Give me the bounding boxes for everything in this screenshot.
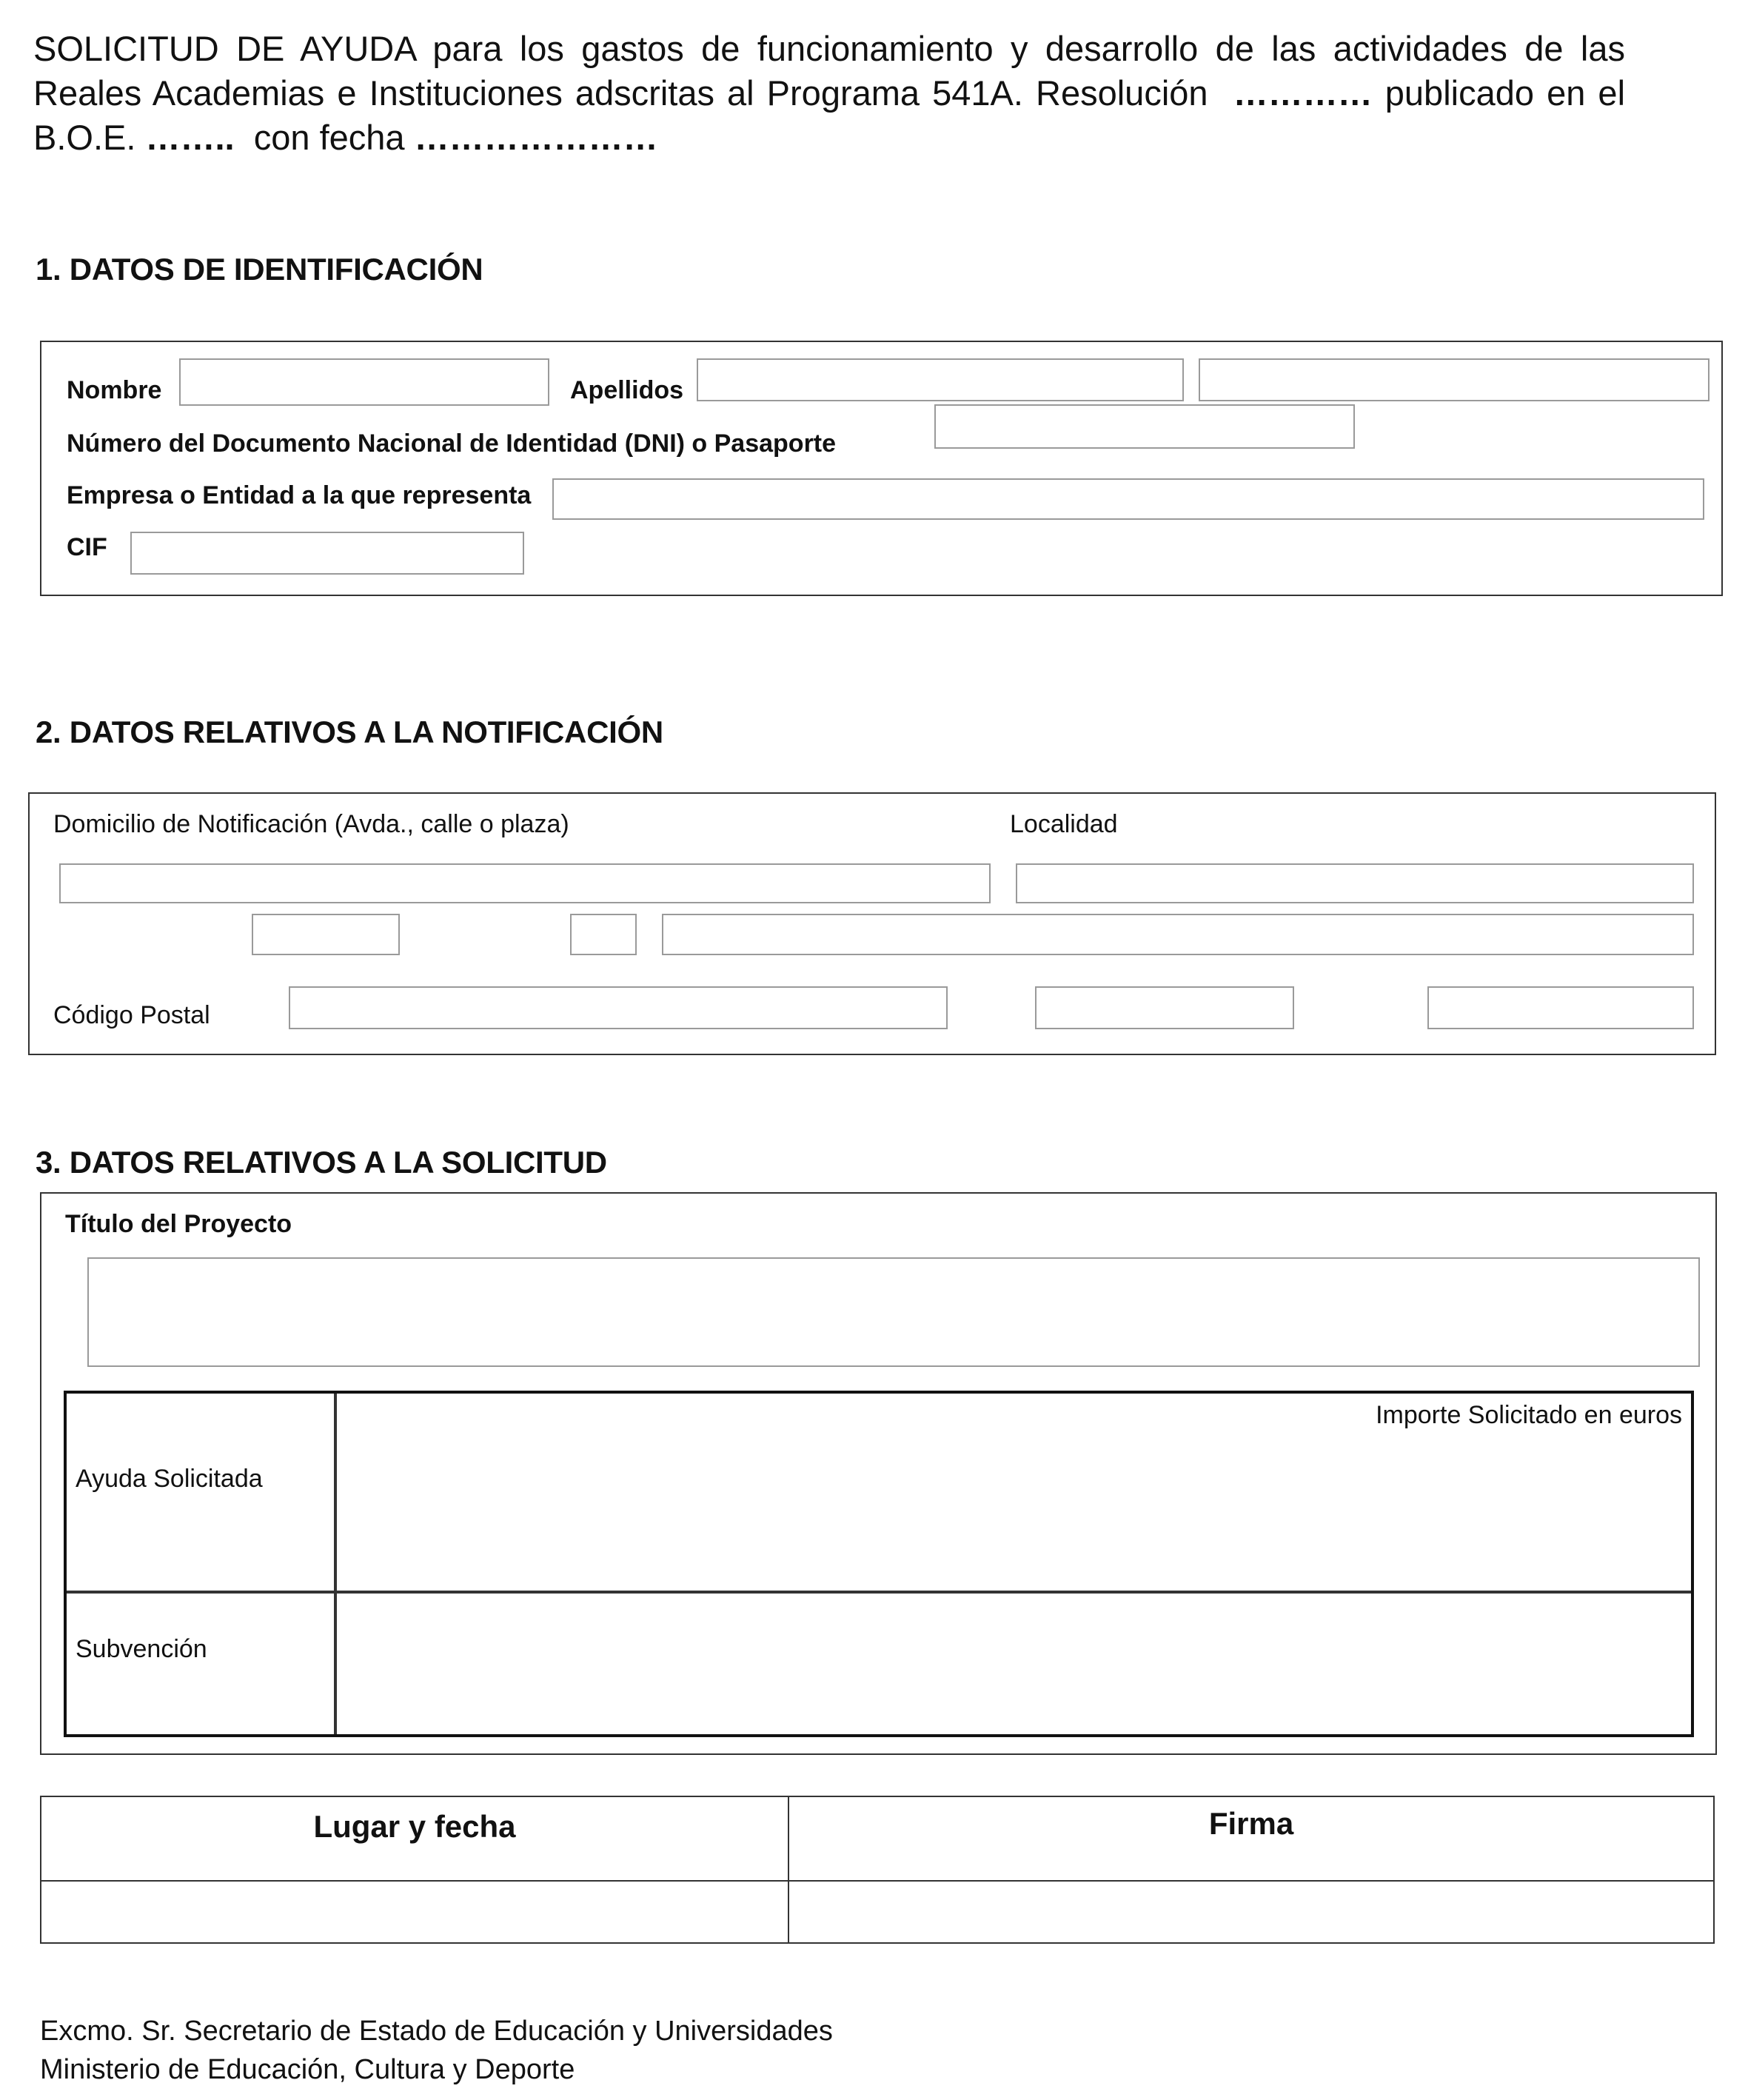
empresa-label: Empresa o Entidad a la que representa — [67, 481, 532, 509]
cif-label: CIF — [67, 533, 107, 561]
intro-text-2: publicado en el B.O.E. — [33, 73, 1626, 157]
apellido1-input[interactable] — [697, 358, 1184, 401]
dni-input[interactable] — [934, 404, 1355, 449]
titulo-label: Título del Proyecto — [65, 1210, 292, 1238]
amount-table — [64, 1391, 1694, 1737]
table-divider-vertical — [334, 1394, 337, 1734]
intro-paragraph — [33, 27, 1625, 160]
fax-input[interactable] — [1427, 986, 1694, 1029]
codigo-postal-label: Código Postal — [53, 1001, 210, 1029]
empresa-input[interactable] — [552, 478, 1704, 520]
firma-header: Firma — [1208, 1806, 1294, 1841]
section2-title: 2. DATOS RELATIVOS A LA NOTIFICACIÓN — [36, 715, 663, 749]
localidad-input[interactable] — [1016, 863, 1694, 903]
intro-dots-1: ………… — [1233, 73, 1373, 113]
section1-title: 1. DATOS DE IDENTIFICACIÓN — [36, 252, 483, 287]
apellido2-input[interactable] — [1199, 358, 1710, 401]
titulo-input[interactable] — [87, 1257, 1700, 1367]
localidad-label: Localidad — [1010, 810, 1118, 838]
intro-text-3: con fecha — [253, 118, 405, 157]
footer-recipient: Excmo. Sr. Secretario de Estado de Educación y Universidades — [40, 2016, 833, 2047]
piso-input[interactable] — [570, 914, 637, 955]
importe-label: Importe Solicitado en euros — [1376, 1401, 1682, 1429]
domicilio-input[interactable] — [59, 863, 991, 903]
request-box — [40, 1192, 1717, 1755]
section3-title: 3. DATOS RELATIVOS A LA SOLICITUD — [36, 1145, 607, 1180]
codigo-postal-input[interactable] — [289, 986, 948, 1029]
signature-divider-horizontal — [41, 1880, 1713, 1882]
dni-label: Número del Documento Nacional de Identidad (DNI) o Pasaporte — [67, 429, 837, 458]
notification-box — [28, 792, 1716, 1055]
subvencion-label: Subvención — [76, 1635, 207, 1663]
domicilio-label: Domicilio de Notificación (Avda., calle o plaza) — [53, 810, 569, 838]
telefono-input[interactable] — [1035, 986, 1294, 1029]
identification-box — [40, 341, 1723, 596]
signature-table — [40, 1796, 1715, 1944]
lugar-fecha-header: Lugar y fecha — [313, 1809, 516, 1844]
ayuda-input[interactable] — [338, 1438, 1690, 1586]
provincia-input[interactable] — [662, 914, 1694, 955]
firma-input[interactable] — [791, 1883, 1712, 1942]
intro-dots-3: ………………… — [414, 118, 658, 157]
lugar-fecha-input[interactable] — [43, 1883, 786, 1942]
nombre-input[interactable] — [179, 358, 549, 406]
numero-input[interactable] — [252, 914, 400, 955]
footer-ministry: Ministerio de Educación, Cultura y Deporte — [40, 2054, 575, 2085]
nombre-label: Nombre — [67, 376, 162, 404]
table-divider-horizontal — [67, 1591, 1691, 1594]
apellidos-label: Apellidos — [570, 376, 684, 404]
subvencion-input[interactable] — [338, 1595, 1690, 1733]
cif-input[interactable] — [130, 532, 524, 575]
intro-dots-2: …….. — [145, 118, 235, 157]
ayuda-label: Ayuda Solicitada — [76, 1465, 263, 1493]
intro-text-1: SOLICITUD DE AYUDA para los gastos de funcionamiento y desarrollo de las actividades de las Reales Academias e Instituciones adscritas al Programa 541A. Resolución — [33, 29, 1625, 113]
